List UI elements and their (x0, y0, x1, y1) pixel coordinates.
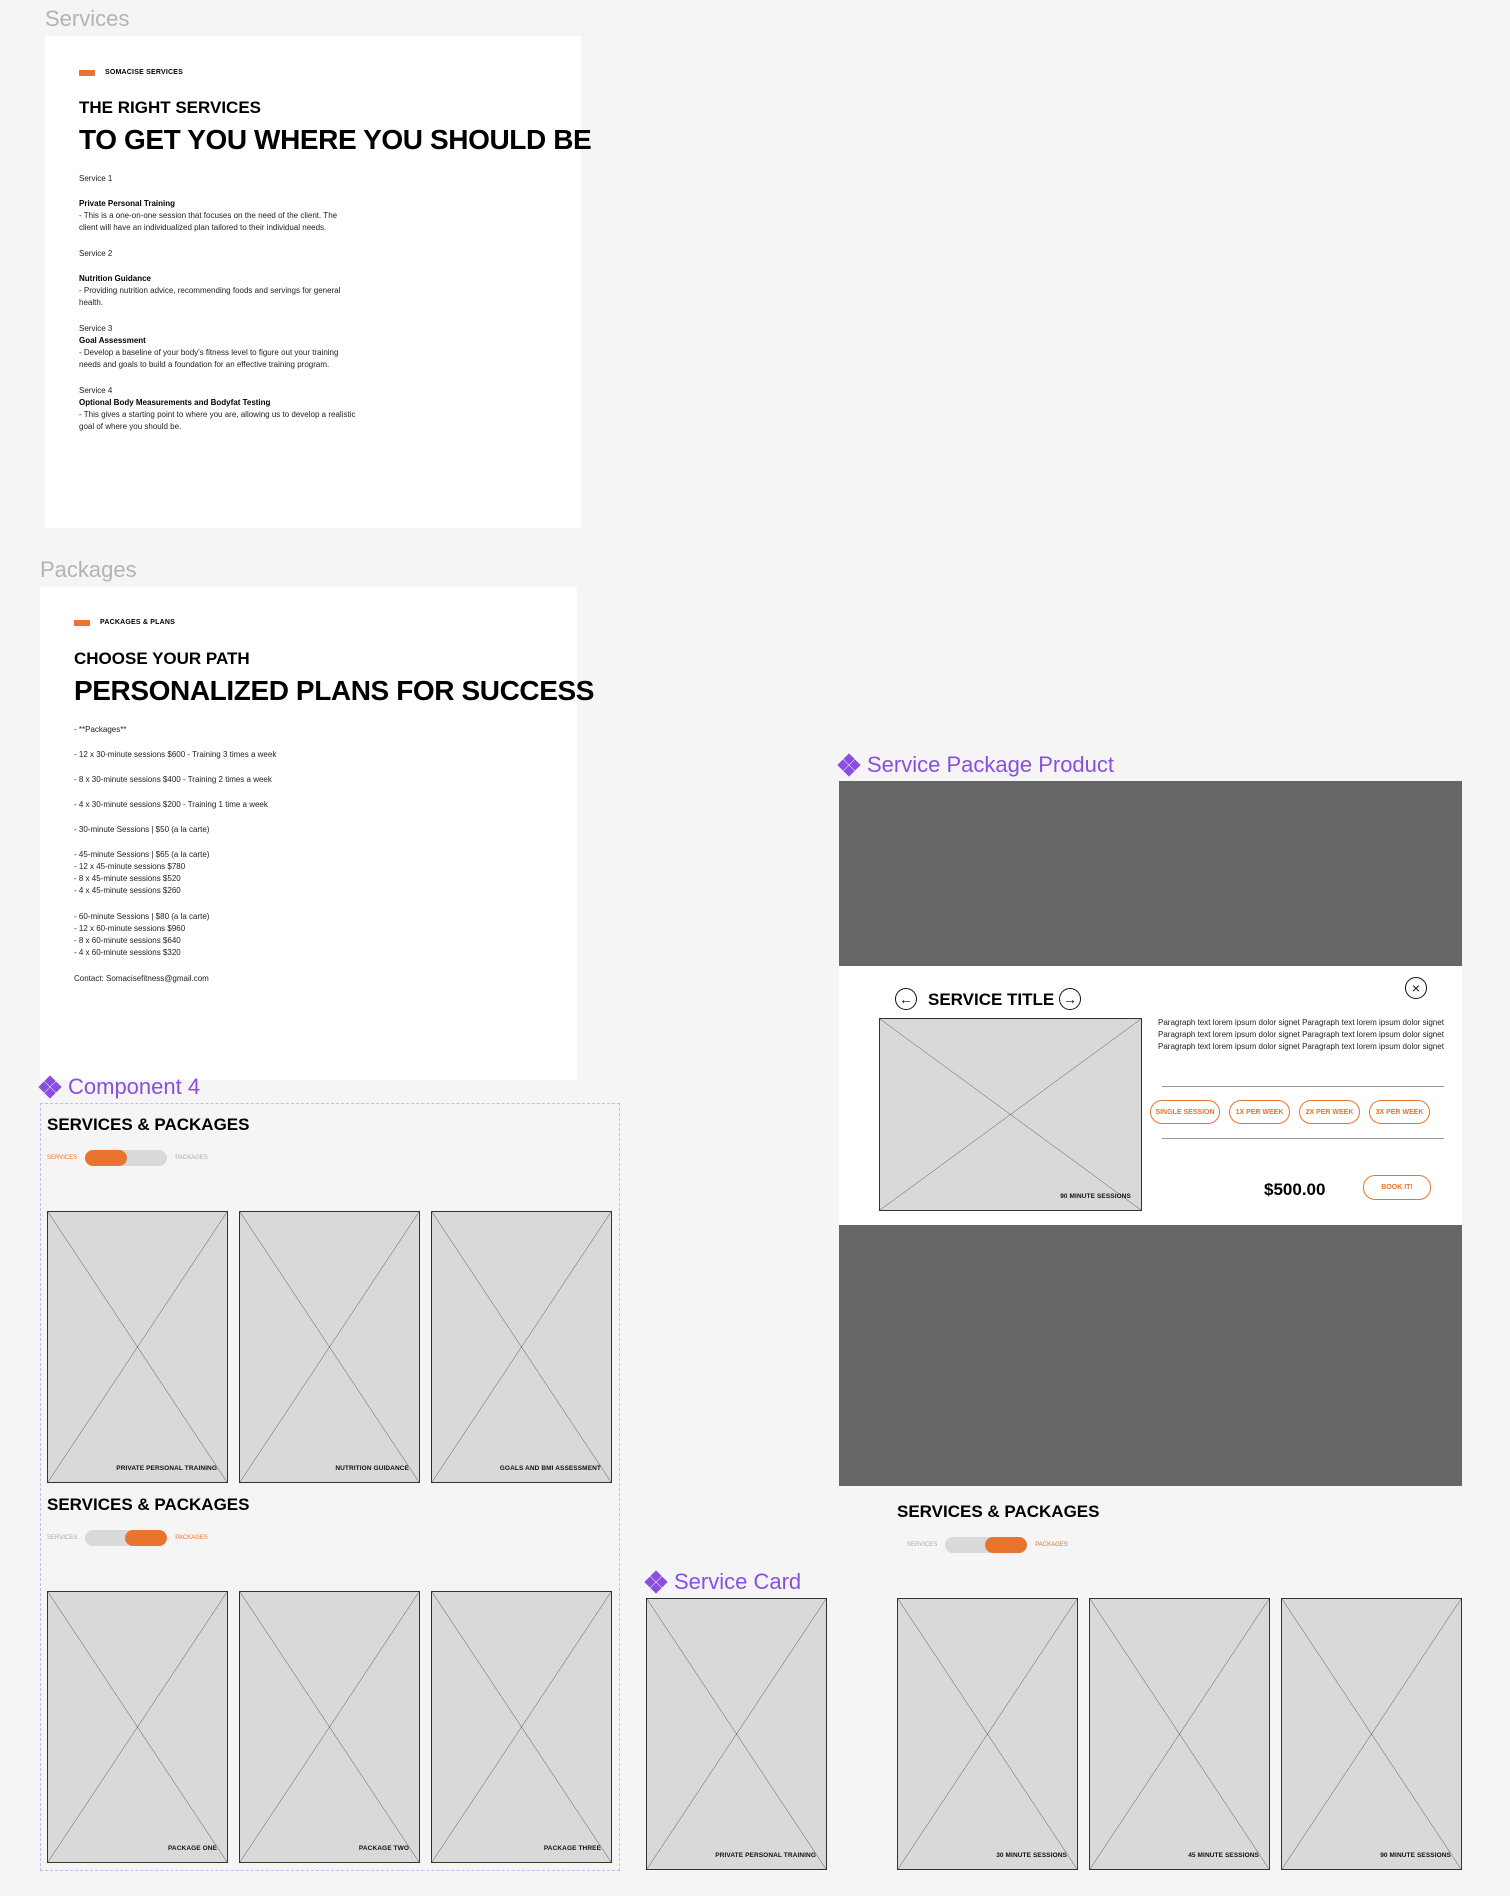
toggle-track[interactable] (945, 1537, 1027, 1553)
product-description-line: Paragraph text lorem ipsum dolor signet Paragraph text lorem ipsum dolor signet (1158, 1018, 1444, 1027)
service-1-title: Private Personal Training (79, 199, 176, 208)
close-glyph: × (1411, 980, 1421, 996)
option-1x-per-week[interactable]: 1X PER WEEK (1229, 1100, 1290, 1124)
toggle-track[interactable] (85, 1150, 167, 1166)
next-arrow-icon[interactable] (1059, 988, 1081, 1010)
service-package-product-label-text: Service Package Product (867, 752, 1115, 777)
book-it-button[interactable]: BOOK IT! (1363, 1175, 1431, 1200)
component-icon (40, 1077, 60, 1097)
session-card[interactable] (897, 1598, 1078, 1870)
option-3x-per-week[interactable]: 3X PER WEEK (1369, 1100, 1430, 1124)
package-card[interactable] (47, 1591, 228, 1863)
service-4-desc-line1: - This gives a starting point to where you are, allowing us to develop a realistic (79, 410, 356, 419)
card-caption: 30 MINUTE SESSIONS (996, 1852, 1067, 1859)
service-2-title: Nutrition Guidance (79, 274, 151, 283)
service-4-desc-line2: goal of where you should be. (79, 422, 182, 431)
packages-line: - 8 x 45-minute sessions $520 (74, 874, 181, 883)
packages-line: - 4 x 45-minute sessions $260 (74, 886, 181, 895)
section-title: SERVICES & PACKAGES (47, 1115, 250, 1134)
option-2x-per-week[interactable]: 2X PER WEEK (1299, 1100, 1360, 1124)
packages-line: - 4 x 60-minute sessions $320 (74, 948, 181, 957)
service-card-label[interactable] (646, 1569, 801, 1595)
packages-line: - 30-minute Sessions | $50 (a la carte) (74, 825, 210, 834)
section-title: SERVICES & PACKAGES (47, 1495, 250, 1514)
toggle-knob[interactable] (85, 1150, 127, 1166)
placeholder-cross (1282, 1599, 1461, 1869)
packages-frame-label[interactable]: Packages (40, 557, 137, 582)
toggle-services-label[interactable]: SERVICES (47, 1535, 78, 1541)
eyebrow-text: SOMACISE SERVICES (105, 69, 183, 76)
card-caption: 90 MINUTE SESSIONS (1380, 1852, 1451, 1859)
price: $500.00 (1264, 1180, 1326, 1199)
placeholder-cross (240, 1592, 419, 1862)
component-icon (646, 1572, 666, 1592)
close-icon[interactable] (1405, 977, 1427, 999)
packages-contact: Contact: Somacisefitness@gmail.com (74, 974, 209, 983)
component4-label[interactable] (40, 1074, 200, 1100)
services-packages-toggle[interactable] (907, 1537, 1068, 1553)
prev-arrow-icon[interactable] (895, 988, 917, 1010)
session-card[interactable] (1281, 1598, 1462, 1870)
packages-line: - **Packages** (74, 725, 127, 734)
packages-line: - 4 x 30-minute sessions $200 - Training 1 time a week (74, 800, 268, 809)
packages-line: - 8 x 60-minute sessions $640 (74, 936, 181, 945)
accent-bar (79, 70, 95, 76)
service-3-title: Goal Assessment (79, 336, 146, 345)
packages-subheading: CHOOSE YOUR PATH (74, 649, 250, 668)
services-frame (45, 36, 592, 528)
next-arrow-glyph: → (1063, 991, 1077, 1007)
card-caption: PACKAGE THREE (543, 1845, 601, 1852)
toggle-packages-label[interactable]: PACKAGES (175, 1155, 208, 1161)
packages-line: - 12 x 60-minute sessions $960 (74, 924, 186, 933)
service-2-label: Service 2 (79, 249, 113, 258)
product-modal (839, 966, 1462, 1225)
eyebrow-text: PACKAGES & PLANS (100, 619, 176, 626)
overlay-backdrop-bottom[interactable] (839, 1225, 1462, 1486)
services-packages-toggle[interactable] (47, 1530, 208, 1546)
component-icon (839, 755, 859, 775)
service-card-label-text: Service Card (674, 1569, 802, 1594)
image-caption: 90 MINUTE SESSIONS (1060, 1193, 1131, 1200)
toggle-knob[interactable] (985, 1537, 1027, 1553)
card-caption: NUTRITION GUIDANCE (335, 1465, 409, 1472)
divider (1162, 1138, 1444, 1139)
card-caption: PACKAGE ONE (167, 1845, 217, 1852)
toggle-knob[interactable] (125, 1530, 167, 1546)
placeholder-cross (240, 1212, 419, 1482)
service-card[interactable] (239, 1211, 420, 1483)
service-card[interactable] (47, 1211, 228, 1483)
toggle-services-label[interactable]: SERVICES (47, 1155, 78, 1161)
service-3-desc-line1: - Develop a baseline of your body's fitness level to figure out your training (79, 348, 339, 357)
session-card[interactable] (1089, 1598, 1270, 1870)
service-card[interactable] (646, 1598, 827, 1870)
services-packages-toggle[interactable] (47, 1150, 208, 1166)
service-4-label: Service 4 (79, 386, 113, 395)
service-package-product-label[interactable] (839, 752, 1114, 778)
placeholder-cross (647, 1599, 826, 1869)
service-3-label: Service 3 (79, 324, 113, 333)
placeholder-cross (1090, 1599, 1269, 1869)
toggle-packages-label[interactable]: PACKAGES (175, 1535, 208, 1541)
packages-line: - 45-minute Sessions | $65 (a la carte) (74, 850, 210, 859)
services-heading: TO GET YOU WHERE YOU SHOULD BE (79, 124, 592, 155)
packages-frame (40, 587, 595, 1080)
service-title: SERVICE TITLE (928, 990, 1055, 1009)
card-caption: PRIVATE PERSONAL TRAINING (715, 1852, 816, 1859)
divider (1162, 1086, 1444, 1087)
card-caption: PRIVATE PERSONAL TRAINING (116, 1465, 217, 1472)
packages-eyebrow (74, 619, 175, 626)
product-description-line: Paragraph text lorem ipsum dolor signet Paragraph text lorem ipsum dolor signet (1158, 1030, 1444, 1039)
packages-line: - 60-minute Sessions | $80 (a la carte) (74, 912, 210, 921)
toggle-services-label[interactable]: SERVICES (907, 1542, 938, 1548)
section-title: SERVICES & PACKAGES (897, 1502, 1100, 1521)
card-caption: 45 MINUTE SESSIONS (1188, 1852, 1259, 1859)
component4-label-text: Component 4 (68, 1074, 201, 1099)
placeholder-cross (432, 1212, 611, 1482)
card-caption: GOALS AND BMI ASSESSMENT (499, 1465, 601, 1472)
card-caption: PACKAGE TWO (358, 1845, 409, 1852)
packages-line: - 12 x 45-minute sessions $780 (74, 862, 186, 871)
service-4-title: Optional Body Measurements and Bodyfat Testing (79, 398, 271, 407)
toggle-packages-label[interactable]: PACKAGES (1035, 1542, 1068, 1548)
service-1-label: Service 1 (79, 174, 113, 183)
packages-line: - 8 x 30-minute sessions $400 - Training 2 times a week (74, 775, 272, 784)
services-subheading: THE RIGHT SERVICES (79, 98, 261, 117)
placeholder-cross (48, 1592, 227, 1862)
service-1-desc-line2: client will have an individualized plan tailored to their individual needs. (79, 223, 327, 232)
product-description-line: Paragraph text lorem ipsum dolor signet Paragraph text lorem ipsum dolor signet (1158, 1042, 1444, 1051)
service-3-desc-line2: needs and goals to build a foundation for an effective training program. (79, 360, 330, 369)
services-frame-label[interactable]: Services (45, 6, 130, 31)
service-card[interactable] (431, 1211, 612, 1483)
overlay-backdrop-top[interactable] (839, 781, 1462, 966)
placeholder-cross (432, 1592, 611, 1862)
package-card[interactable] (239, 1591, 420, 1863)
prev-arrow-glyph: ← (899, 991, 913, 1007)
packages-line: - 12 x 30-minute sessions $600 - Training 3 times a week (74, 750, 277, 759)
product-image (879, 1018, 1142, 1211)
placeholder-cross (898, 1599, 1077, 1869)
services-eyebrow (79, 69, 183, 76)
package-card[interactable] (431, 1591, 612, 1863)
accent-bar (74, 620, 90, 626)
service-2-desc-line2: health. (79, 298, 104, 307)
service-2-desc-line1: - Providing nutrition advice, recommending foods and servings for general (79, 286, 341, 295)
option-single-session[interactable]: SINGLE SESSION (1150, 1100, 1220, 1124)
service-1-desc-line1: - This is a one-on-one session that focuses on the need of the client. The (79, 211, 338, 220)
toggle-track[interactable] (85, 1530, 167, 1546)
packages-heading: PERSONALIZED PLANS FOR SUCCESS (74, 675, 595, 706)
placeholder-cross (880, 1019, 1141, 1210)
placeholder-cross (48, 1212, 227, 1482)
